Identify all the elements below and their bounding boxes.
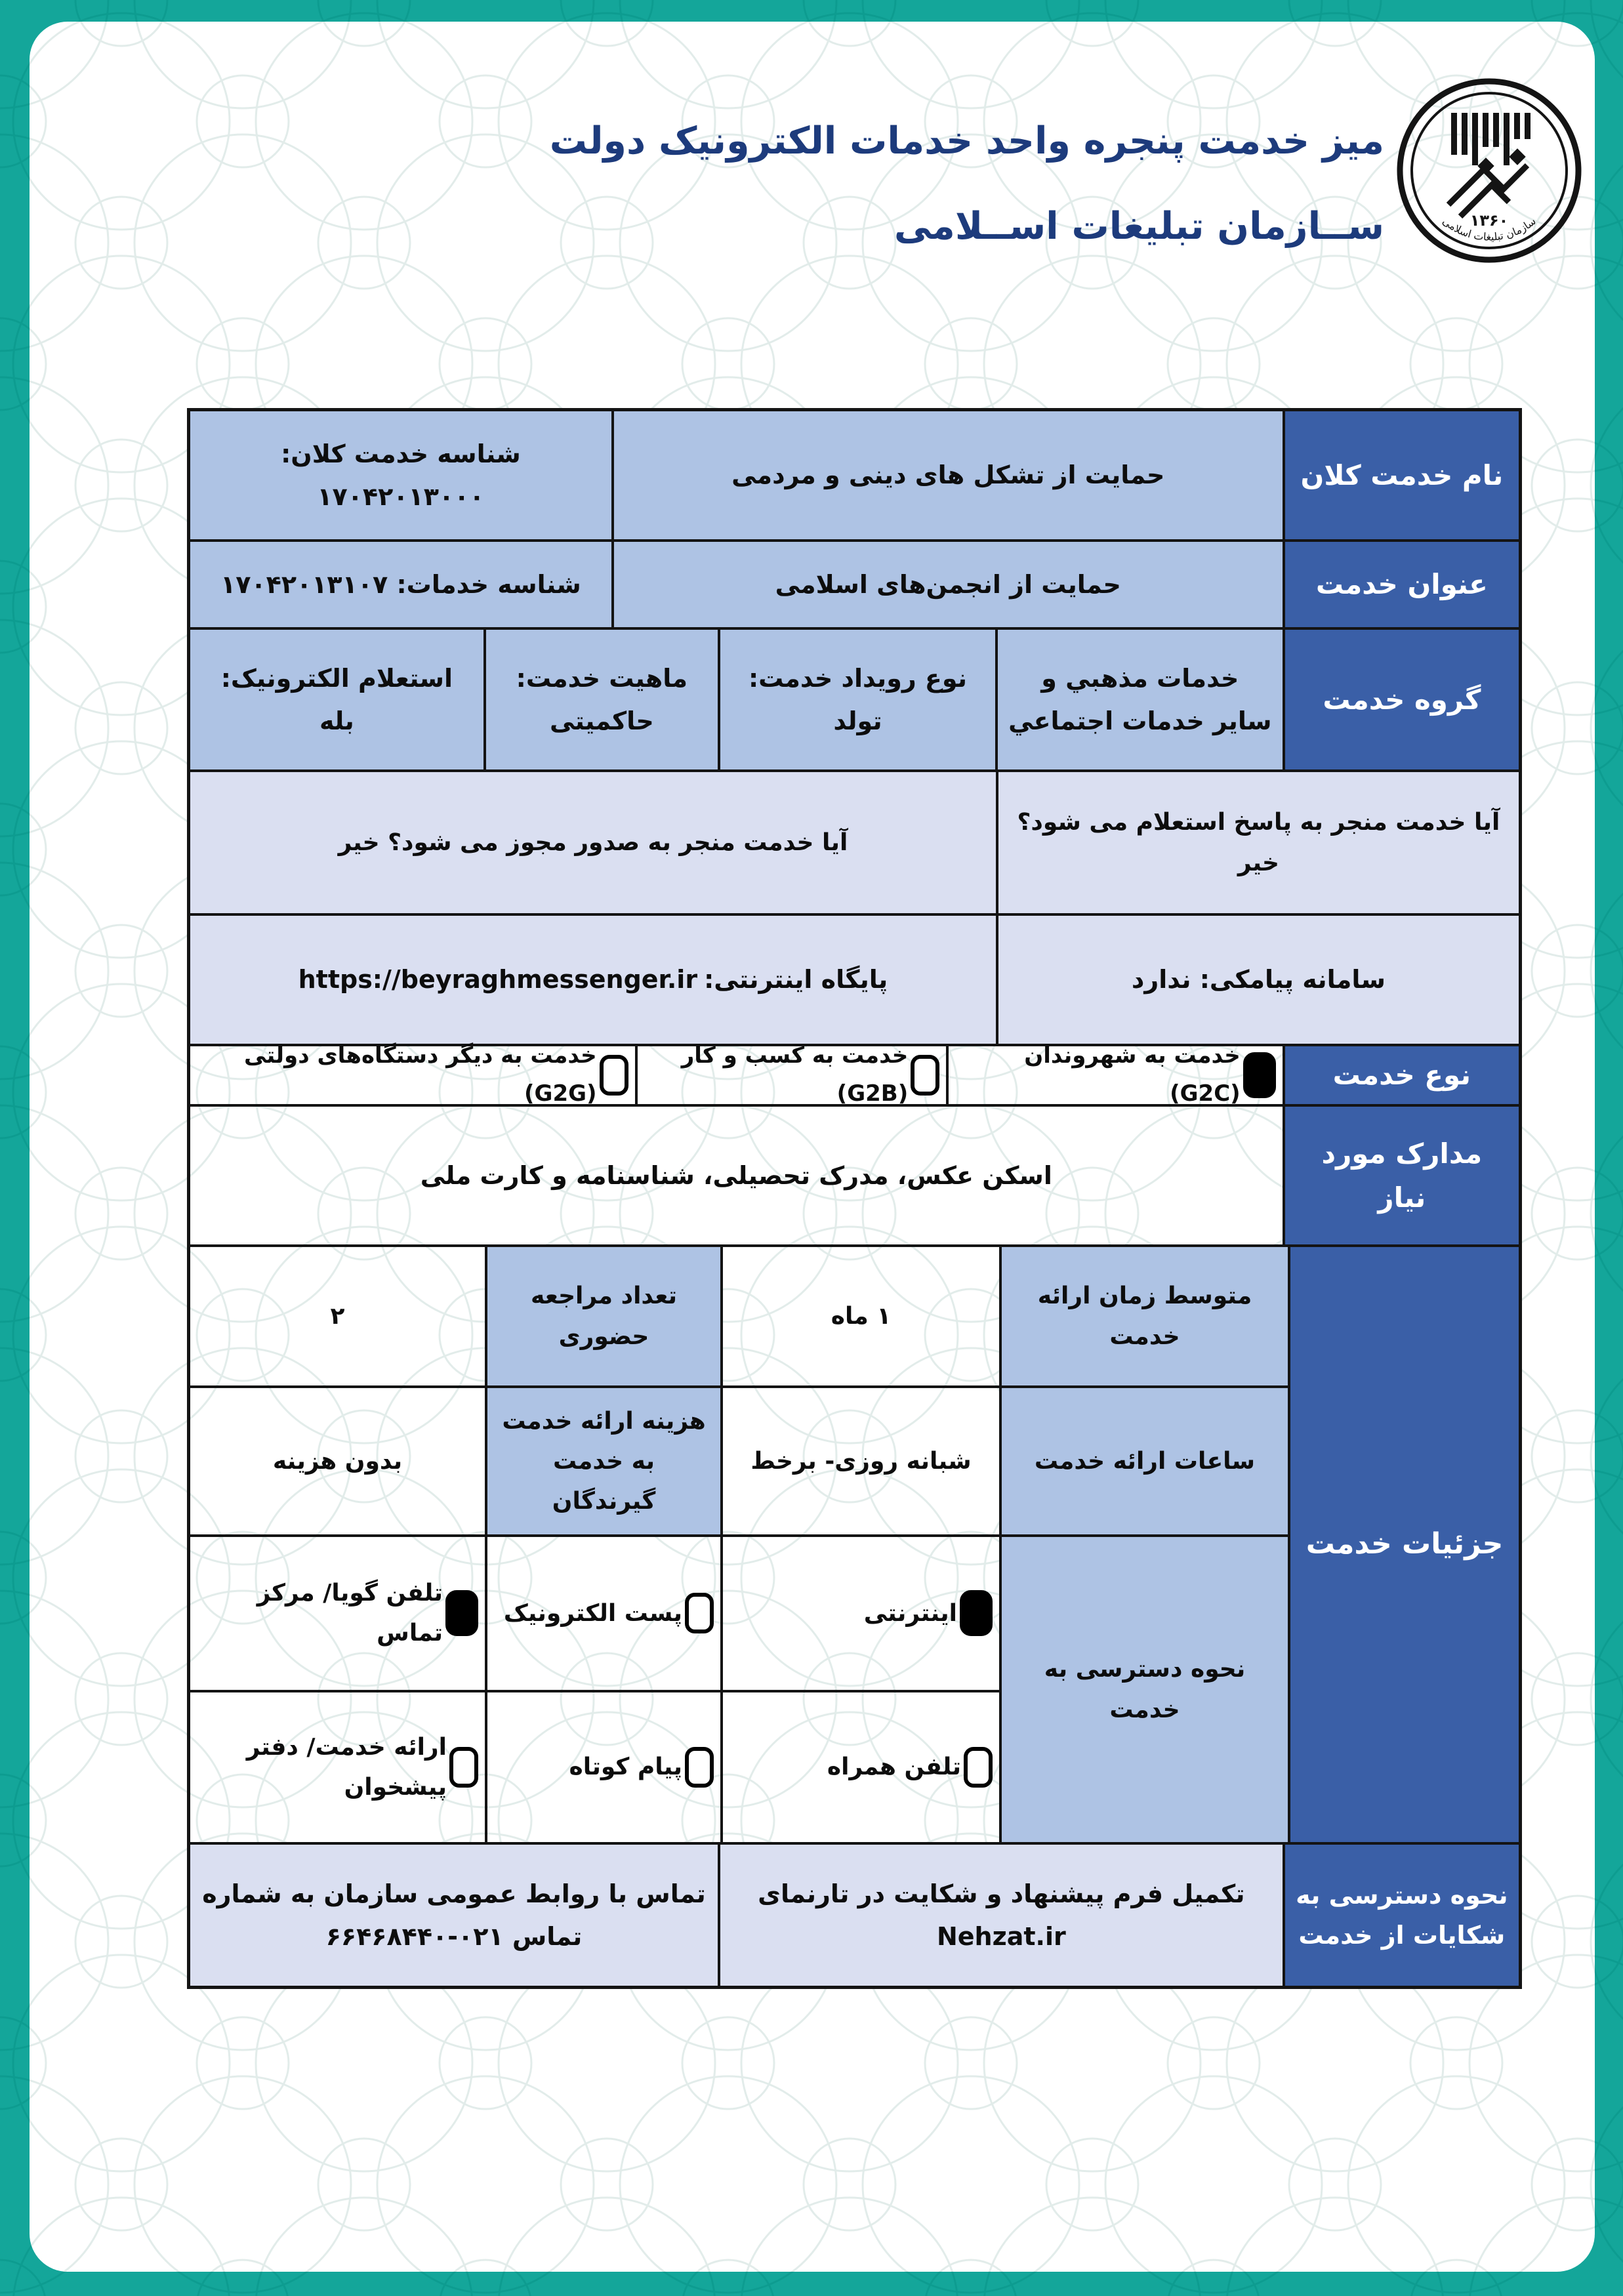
avg-time-label: متوسط زمان ارائه خدمت: [999, 1247, 1288, 1385]
service-type-g2g: [190, 1042, 635, 1107]
internet-label: اینترنتی: [863, 1599, 957, 1627]
service-nature: ماهیت خدمت: حاکمیتی: [483, 630, 718, 769]
website-cell: [190, 916, 996, 1044]
service-details-header: جزئیات خدمت: [1288, 1247, 1519, 1842]
hours-label: ساعات ارائه خدمت: [999, 1388, 1288, 1534]
access-ivr: [190, 1537, 485, 1690]
access-internet: [720, 1537, 999, 1690]
macro-service-header: نام خدمت کلان: [1283, 411, 1519, 539]
service-info-table: [187, 408, 1522, 1989]
visits-value: ۲: [330, 1302, 345, 1330]
g2b-checkbox[interactable]: [911, 1055, 939, 1096]
macro-service-name: حمایت از تشکل های دینی و مردمی: [611, 411, 1283, 539]
email-checkbox[interactable]: [685, 1593, 714, 1633]
sms-checkbox[interactable]: [685, 1747, 714, 1788]
service-type-header: نوع خدمت: [1283, 1046, 1519, 1104]
page-title: میز خدمت پنجره واحد خدمات الکترونیک دولت: [549, 119, 1384, 163]
service-group-header: گروه خدمت: [1283, 630, 1519, 769]
org-name-title: ســازمان تبلیغات اســلامی: [894, 205, 1384, 248]
service-title-id: شناسه خدمات: ۱۷۰۴۲۰۱۳۱۰۷: [190, 542, 611, 627]
row-access-methods: [190, 1537, 1288, 1842]
counter-label: ارائه خدمت/ دفتر پیشخوان: [246, 1733, 447, 1801]
logo-year: ۱۳۶۰: [1469, 211, 1509, 230]
row-service-type: [190, 1042, 1519, 1107]
g2c-checkbox[interactable]: [1243, 1052, 1276, 1098]
ivr-checkbox[interactable]: [445, 1590, 478, 1636]
cost-label: هزینه ارائه خدمت به خدمت گیرندگان: [485, 1388, 720, 1534]
row-macro-service: [190, 411, 1519, 542]
visits-label: تعداد مراجعه حضوری: [485, 1247, 720, 1385]
document-header: [466, 119, 1384, 248]
mobile-label: تلفن همراه: [827, 1753, 961, 1781]
sms-label: پیام کوتاه: [569, 1753, 682, 1781]
access-options-row2: [190, 1692, 999, 1842]
row-sms-website: [190, 916, 1519, 1046]
documents-header: مدارک مورد نیاز: [1283, 1107, 1519, 1244]
complaints-phone: تماس با روابط عمومی سازمان به شماره تماس ۰۲۱-۶۶۴۶۸۴۴۰: [190, 1845, 718, 1986]
g2g-label: خدمت به دیگر دستگاه‌های دولتی (G2G): [244, 1042, 597, 1107]
row-service-title: [190, 542, 1519, 630]
g2b-label: خدمت به کسب و کار (G2B): [681, 1042, 909, 1107]
website-url[interactable]: https://beyraghmessenger.ir: [298, 965, 698, 994]
service-event-type: نوع رویداد خدمت: تولد: [718, 630, 995, 769]
email-label: پست الکترونیک: [503, 1599, 682, 1627]
g2g-checkbox[interactable]: [600, 1055, 628, 1096]
avg-time-value: ۱ ماه: [720, 1247, 999, 1385]
complaints-header: نحوه دسترسی به شکایات از خدمت: [1283, 1845, 1519, 1986]
row-service-group: [190, 630, 1519, 772]
access-options: [190, 1537, 999, 1842]
service-title-name: حمایت از انجمن‌های اسلامی: [611, 542, 1283, 627]
cost-value: بدون هزینه: [272, 1447, 403, 1475]
row-complaints: [190, 1845, 1519, 1986]
service-type-g2c: [946, 1042, 1282, 1107]
complaints-online: تکمیل فرم پیشنهاد و شکایت در تارنمای Nehzat.ir: [718, 1845, 1283, 1986]
access-counter: [190, 1692, 485, 1842]
logo-org-text: سازمان تبلیغات اسلامی: [1440, 215, 1538, 243]
service-type-g2b: [635, 1042, 947, 1107]
section-service-details: [190, 1247, 1519, 1845]
g2c-label: خدمت به شهروندان (G2C): [1024, 1042, 1241, 1107]
access-options-row1: [190, 1537, 999, 1692]
leads-to-inquiry: آیا خدمت منجر به پاسخ استعلام می شود؟ خیر: [996, 772, 1519, 913]
row-documents: [190, 1107, 1519, 1247]
counter-checkbox[interactable]: [449, 1747, 478, 1788]
ivr-label: تلفن گویا/ مرکز تماس: [257, 1580, 443, 1647]
website-label: پایگاه اینترنتی:: [704, 965, 888, 994]
access-mobile: [720, 1692, 999, 1842]
access-email: [485, 1537, 720, 1690]
macro-service-id: شناسه خدمت کلان: ۱۷۰۴۲۰۱۳۰۰۰: [190, 411, 611, 539]
service-e-inquiry: استعلام الکترونیک: بله: [190, 630, 483, 769]
access-label: نحوه دسترسی به خدمت: [999, 1537, 1288, 1842]
internet-checkbox[interactable]: [960, 1590, 993, 1636]
access-sms: [485, 1692, 720, 1842]
mobile-checkbox[interactable]: [964, 1747, 993, 1788]
org-logo-icon: [1391, 72, 1588, 269]
service-details-body: [190, 1247, 1288, 1842]
row-inquiry-permit: [190, 772, 1519, 916]
hours-value: شبانه روزی- برخط: [720, 1388, 999, 1534]
row-hours-cost: [190, 1388, 1288, 1537]
sms-system: سامانه پیامکی: ندارد: [996, 916, 1519, 1044]
documents-value: اسکن عکس، مدرک تحصیلی، شناسنامه و کارت ملی: [420, 1160, 1052, 1190]
service-title-header: عنوان خدمت: [1283, 542, 1519, 627]
service-group-value: خدمات مذهبي و سایر خدمات اجتماعي: [995, 630, 1283, 769]
row-avg-time: [190, 1247, 1288, 1388]
leads-to-permit: آیا خدمت منجر به صدور مجوز می شود؟ خیر: [190, 772, 996, 913]
